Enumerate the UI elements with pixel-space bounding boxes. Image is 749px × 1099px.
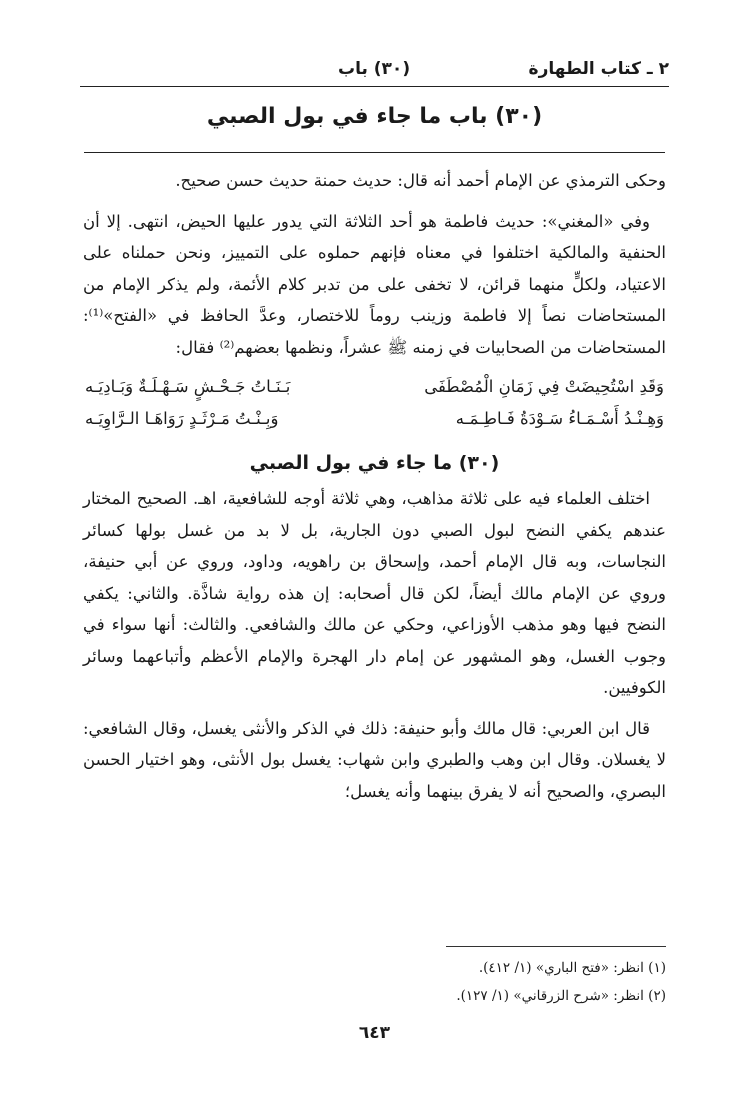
verse-line [83,403,666,435]
running-header [80,55,669,85]
chapter-title: (٣٠) باب ما جاء في بول الصبي [206,104,543,129]
title-divider [84,152,665,153]
verse-hemistich-first: وَقَدِ اسْتُحِيضَتْ فِي زَمَانِ الْمُصْطَفَى [424,377,664,396]
verse-hemistich-first: وَهِـنْـدُ أَسْـمَـاءُ سَـوْدَةُ فَـاطِـمَـه [455,409,664,428]
paragraph: اختلف العلماء فيه على ثلاثة مذاهب، وهي ثلاثة أوجه للشافعية، اهـ. الصحيح المختار عندهم يكفي النضح لبول الصبي دون الجارية، بل لا بد من غسل بولها كسائر النجاسات، وبه قال الإمام أحمد، وإسحاق بن راهويه، وداود، وروي عن أبي حنيفة، وروي عن الإمام مالك أيضاً، لكن قال أصحابه: إن هذه رواية شاذَّة. والثاني: يكفي النضح فيها وهو مذهب الأوزاعي، وحكي عن مالك والشافعي. والثالث: أنها سواء في وجوب الغسل، وهو المشهور عن إمام دار الهجرة والإمام الأعظم وأتباعهما وسائر الكوفيين. [83,489,666,697]
footnote: (٢) انظر: «شرح الزرقاني» (١/ ١٢٧). [456,988,666,1004]
paragraph: وفي «المغني»: حديث فاطمة هو أحد الثلاثة التي يدور عليها الحيض، انتهى. إلا أن الحنفية والمالكية اختلفوا في معناه فإنهم حملوه على التمييز، ونحن حملناه على الاعتياد، ولكلٍّ منهما قرائن، لا تخفى على من تدبر كلام الأئمة، ولم يذكر الإمام من المستحاضات نصاً إلا فاطمة وزينب روماً للاختصار، وعدَّ الحافظ في «الفتح»⁽¹⁾: المستحاضات من الصحابيات في زمنه ﷺ عشراً، ونظمها بعضهم⁽²⁾ فقال: [83,211,666,357]
footnote: (١) انظر: «فتح الباري» (١/ ٤١٢). [478,960,666,976]
section-heading: (٣٠) ما جاء في بول الصبي [249,452,500,474]
verse-line [83,371,666,403]
footnotes [83,954,666,1010]
paragraph: قال ابن العربي: قال مالك وأبو حنيفة: ذلك في الذكر والأنثى يغسل، وقال الشافعي: لا يغسلان. وقال ابن وهب والطبري وابن شهاب: يغسل بول الأنثى، وهو اختيار الحسن البصري، والصحيح أنه لا يفرق بينهما وأنه يغسل؛ [83,718,666,801]
running-header-chapter: (٣٠) باب [338,59,411,79]
main-text [83,165,666,807]
running-header-book: ٢ ـ كتاب الطهارة [528,59,669,79]
verse-hemistich-second: وَبِـنْـتُ مَـرْثَـدٍ رَوَاهَـا الـرَّاوِيَـه [85,409,279,428]
header-divider [80,86,669,87]
verse-hemistich-second: بَـنَـاتُ جَـحْـشٍ سَـهْـلَـةٌ وَبَـادِيَـه [85,377,291,396]
footnote-divider [446,946,666,947]
page-number: ٦٤٣ [358,1023,391,1043]
paragraph: وحكى الترمذي عن الإمام أحمد أنه قال: حديث حمنة حديث حسن صحيح. [175,171,666,190]
